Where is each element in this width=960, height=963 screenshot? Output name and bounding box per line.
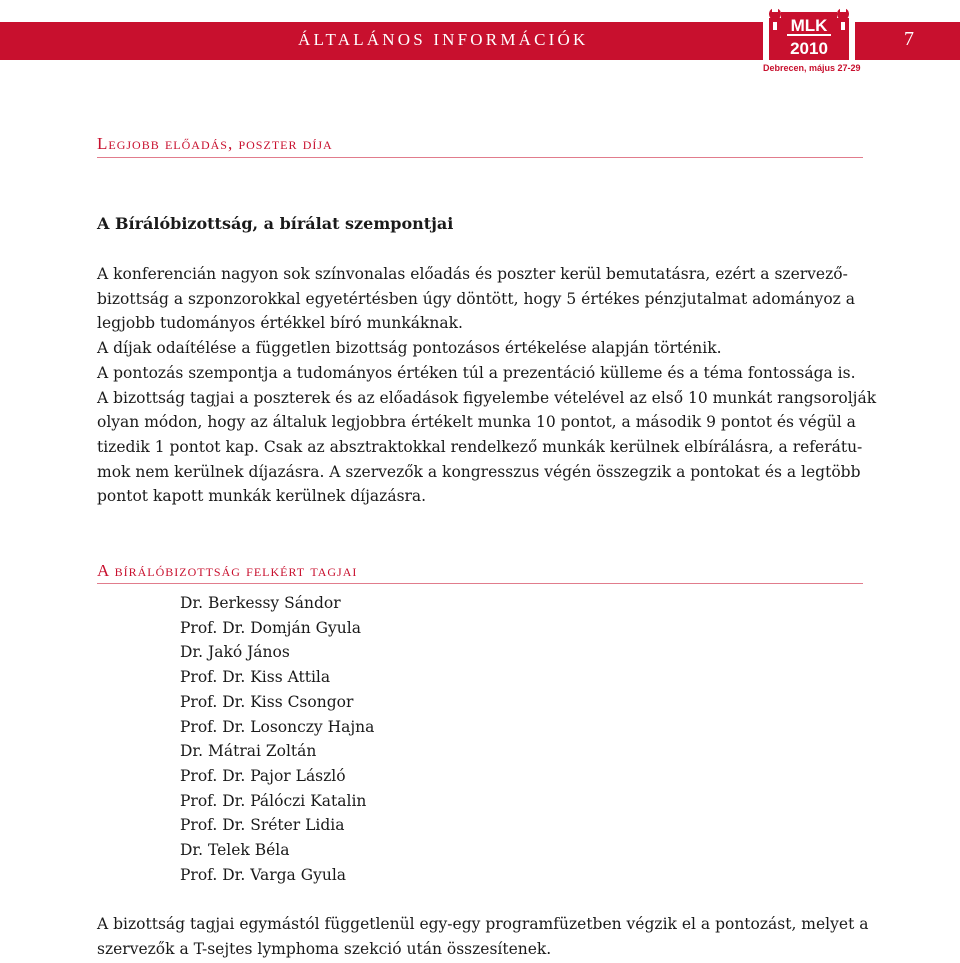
list-item: Prof. Dr. Sréter Lidia <box>180 816 345 835</box>
paragraph-line: bizottság a szponzorokkal egyetértésben úgy döntött, hogy 5 értékes pénzjutalmat adományoz a <box>97 289 855 308</box>
paragraph-line: tizedik 1 pontot kap. Csak az absztraktokkal rendelkező munkák kerülnek elbírálásra, a referátu- <box>97 437 863 456</box>
committee-member-list <box>180 591 374 887</box>
logo-caption: Debrecen, május 27-29 <box>763 63 861 73</box>
section-rule <box>97 583 863 584</box>
list-item: Dr. Telek Béla <box>180 841 290 860</box>
paragraph-line: A díjak odaítélése a független bizottság pontozásos értékelése alapján történik. <box>97 339 722 358</box>
logo-text-top: MLK <box>790 16 828 35</box>
list-item: Dr. Jakó János <box>180 643 290 662</box>
list-item: Dr. Berkessy Sándor <box>180 594 341 612</box>
paragraph-line: pontot kapott munkák kerülnek díjazásra. <box>97 487 427 506</box>
paragraph-line: A pontozás szempontja a tudományos értéken túl a prezentáció külleme és a téma fontossága is. <box>97 363 856 382</box>
list-item: Prof. Dr. Pajor László <box>180 766 346 785</box>
paragraph-line: szervezők a T-sejtes lymphoma szekció után összesítenek. <box>97 939 552 958</box>
page-number: 7 <box>904 28 914 50</box>
list-item: Prof. Dr. Varga Gyula <box>180 865 347 884</box>
paragraph-line: A konferencián nagyon sok színvonalas előadás és poszter kerül bemutatásra, ezért a szervező- <box>97 265 848 283</box>
list-item: Dr. Mátrai Zoltán <box>180 742 317 761</box>
logo-emblem-icon <box>763 4 855 64</box>
list-item: Prof. Dr. Kiss Attila <box>180 668 331 687</box>
list-item: Prof. Dr. Kiss Csongor <box>180 692 354 711</box>
paragraph-line: legjobb tudományos értékkel bíró munkáknak. <box>97 314 463 333</box>
section-heading-prize: Legjobb előadás, poszter díja <box>97 134 333 153</box>
conference-logo <box>763 4 861 76</box>
list-item: Prof. Dr. Losonczy Hajna <box>180 717 375 736</box>
list-item: Prof. Dr. Pálóczi Katalin <box>180 791 367 810</box>
logo-text-bottom: 2010 <box>790 39 828 58</box>
prize-description-paragraph <box>97 262 877 509</box>
subheading-committee-criteria: A Bírálóbizottság, a bírálat szempontjai <box>97 214 454 233</box>
section-rule <box>97 157 863 158</box>
section-heading-committee-members: A bírálóbizottság felkért tagjai <box>97 561 358 580</box>
paragraph-line: olyan módon, hogy az általuk legjobbra értékelt munka 10 pontot, a második 9 pontot és végül a <box>97 413 856 432</box>
paragraph-line: A bizottság tagjai egymástól függetlenül egy-egy programfüzetben végzik el a pontozást, melyet a <box>97 915 869 933</box>
paragraph-line: mok nem kerülnek díjazásra. A szervezők a kongresszus végén összegzik a pontokat és a legtöbb <box>97 462 861 481</box>
running-header-title: ÁLTALÁNOS INFORMÁCIÓK <box>298 30 589 49</box>
paragraph-line: A bizottság tagjai a poszterek és az előadások figyelembe vételével az első 10 munkát rangsorolják <box>97 388 877 407</box>
list-item: Prof. Dr. Domján Gyula <box>180 618 361 637</box>
closing-paragraph <box>97 912 867 961</box>
